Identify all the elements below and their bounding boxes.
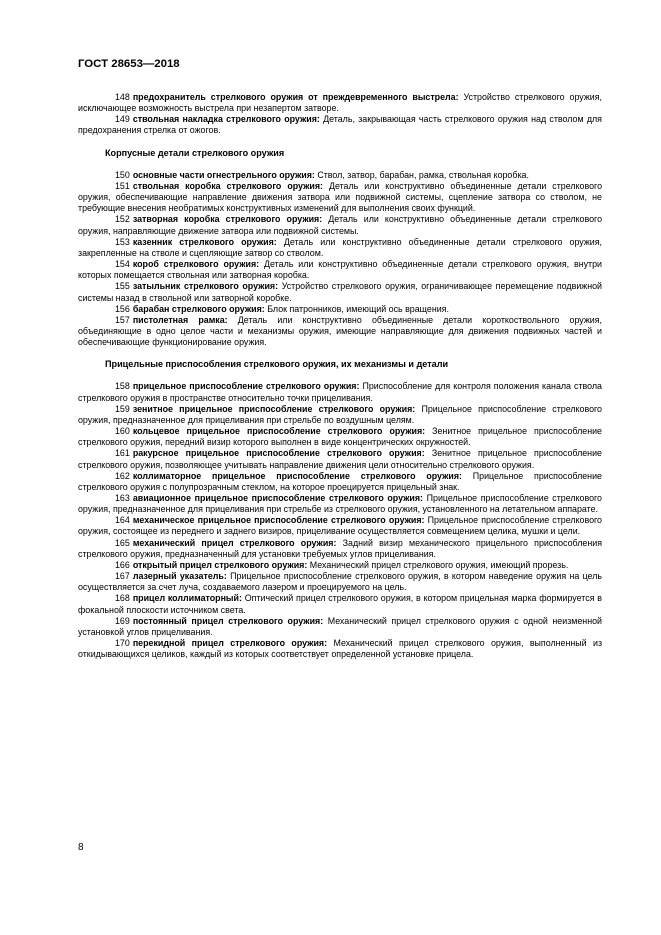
term-definition: Деталь, закрывающая часть стрелкового оружия над стволом для предохранения стрелка от ожогов. xyxy=(78,114,602,136)
term-number: 156 xyxy=(115,303,130,314)
term-name: механический прицел стрелкового оружия: xyxy=(132,537,337,548)
term-entry xyxy=(78,214,602,236)
term-number: 159 xyxy=(115,403,130,414)
term-name: кольцевое прицельное приспособление стрелкового оружия: xyxy=(132,426,426,437)
term-definition: Зенитное прицельное приспособление стрелкового оружия, передний визир которого выполнен в виде концентрических окружностей. xyxy=(78,426,602,448)
term-number: 163 xyxy=(115,493,130,503)
term-number: 167 xyxy=(115,571,130,582)
term-entry xyxy=(78,281,602,303)
term-list-c xyxy=(78,381,602,660)
term-list-a xyxy=(78,92,602,137)
term-definition: Прицельное приспособление стрелкового оружия, в котором наведение оружия на цель осуществляется за счет луча, создаваемого лазером и проецируемого на цель. xyxy=(78,571,603,593)
term-entry xyxy=(78,381,602,403)
term-definition: Механический прицел стрелкового оружия, имеющий прорезь. xyxy=(309,559,569,570)
term-number: 164 xyxy=(115,515,130,526)
term-name: прицельное приспособление стрелкового оружия: xyxy=(132,381,360,392)
term-entry xyxy=(78,560,602,571)
term-definition: Деталь или конструктивно объединенные детали стрелкового оружия, обеспечивающие направление движения затвора или подвижной системы, сцепление затвора со стволом, не требующие внесения необратимых конструктивных изменений для выполнения своих функций. xyxy=(78,180,603,214)
page-number: 8 xyxy=(78,842,84,853)
term-entry xyxy=(78,181,602,214)
term-name: механическое прицельное приспособление стрелкового оружия: xyxy=(132,515,425,526)
term-name: постоянный прицел стрелкового оружия: xyxy=(132,615,324,626)
term-entry xyxy=(78,426,602,448)
term-definition: Устройство стрелкового оружия, ограничивающее перемещение подвижной системы назад в ствольной или затворной коробке. xyxy=(78,281,603,303)
page-content xyxy=(78,92,602,660)
term-name: прицел коллиматорный: xyxy=(132,593,242,604)
term-definition: Зенитное прицельное приспособление стрелкового оружия, позволяющее учитывать направление движения цели относительно стрелкового оружия. xyxy=(78,448,602,470)
term-entry xyxy=(78,237,602,259)
term-number: 150 xyxy=(115,169,130,180)
term-definition: Прицельное приспособление стрелкового оружия, предназначенное для прицеливания при стрельбе из стрелкового оружия, установленного на летательном аппарате. xyxy=(78,493,602,515)
term-entry xyxy=(78,114,602,136)
term-number: 161 xyxy=(115,448,130,459)
term-entry xyxy=(78,638,602,660)
term-name: затыльник стрелкового оружия: xyxy=(132,281,279,292)
term-number: 168 xyxy=(115,593,130,604)
term-name: казенник стрелкового оружия: xyxy=(132,236,277,247)
term-number: 152 xyxy=(115,214,130,225)
term-number: 148 xyxy=(115,92,130,102)
term-entry xyxy=(78,448,602,470)
term-definition: Деталь или конструктивно объединенные детали стрелкового оружия, внутри которых помещается ствольная или затворная коробка. xyxy=(78,259,603,281)
term-number: 155 xyxy=(115,281,130,292)
term-entry xyxy=(78,571,602,593)
term-name: авиационное прицельное приспособление стрелкового оружия: xyxy=(132,493,424,503)
term-name: пистолетная рамка: xyxy=(132,314,228,325)
term-name: зенитное прицельное приспособление стрелкового оружия: xyxy=(132,403,416,414)
term-number: 158 xyxy=(115,381,130,392)
term-definition: Деталь или конструктивно объединенные детали стрелкового оружия, направляющие движение затвора или подвижной системы. xyxy=(78,214,603,236)
term-definition: Задний визир механического прицельного приспособления стрелкового оружия, предназначенный для установки требуемых углов прицеливания. xyxy=(78,537,602,559)
term-number: 166 xyxy=(115,559,130,570)
term-definition: Прицельное приспособление стрелкового оружия, предназначенное для прицеливания при стрельбе по воздушным целям. xyxy=(78,403,602,425)
term-name: открытый прицел стрелкового оружия: xyxy=(132,559,308,570)
term-name: коллиматорное прицельное приспособление стрелкового оружия: xyxy=(132,470,462,481)
term-definition: Устройство стрелкового оружия, исключающее возможность выстрела при незапертом затворе. xyxy=(78,92,602,114)
term-definition: Деталь или конструктивно объединенные детали стрелкового оружия, закрепленные на стволе и сцепляющие затвор со стволом. xyxy=(78,236,602,258)
term-definition: Механический прицел стрелкового оружия с одной неизменной установкой углов прицеливания. xyxy=(78,615,602,637)
term-name: ствольная коробка стрелкового оружия: xyxy=(132,180,323,191)
term-definition: Прицельное приспособление стрелкового оружия с полупрозрачным стеклом, на которое проецируется прицельный знак. xyxy=(78,470,602,492)
term-number: 170 xyxy=(115,638,130,649)
term-number: 149 xyxy=(115,114,130,125)
term-name: ствольная накладка стрелкового оружия: xyxy=(132,114,320,125)
term-list-b xyxy=(78,170,602,349)
term-number: 160 xyxy=(115,426,130,437)
term-entry xyxy=(78,471,602,493)
term-definition: Прицельное приспособление стрелкового оружия, состоящее из переднего и заднего визиров, прицеливание осуществляется совмещением целика, мушки и цели. xyxy=(78,515,602,537)
term-definition: Ствол, затвор, барабан, рамка, ствольная коробка. xyxy=(317,169,529,180)
term-entry xyxy=(78,170,602,181)
term-number: 153 xyxy=(115,236,130,247)
term-entry xyxy=(78,315,602,348)
term-definition: Приспособление для контроля положения канала ствола стрелкового оружия в пространстве относительно точки прицеливания. xyxy=(78,381,602,403)
term-name: короб стрелкового оружия: xyxy=(132,259,260,270)
term-name: основные части огнестрельного оружия: xyxy=(132,169,315,180)
term-entry xyxy=(78,493,602,515)
term-definition: Оптический прицел стрелкового оружия, в котором прицельная марка формируется в фокальной плоскости источником света. xyxy=(78,593,602,615)
term-number: 165 xyxy=(115,537,130,548)
term-name: барабан стрелкового оружия: xyxy=(132,303,265,314)
term-definition: Блок патронников, имеющий ось вращения. xyxy=(267,303,449,314)
term-entry xyxy=(78,538,602,560)
term-entry xyxy=(78,515,602,537)
term-name: лазерный указатель: xyxy=(132,571,227,582)
term-number: 151 xyxy=(115,180,130,191)
term-entry xyxy=(78,304,602,315)
document-code: ГОСТ 28653—2018 xyxy=(78,58,180,70)
section-heading-body-parts: Корпусные детали стрелкового оружия xyxy=(105,147,285,158)
section-heading-sights: Прицельные приспособления стрелкового оружия, их механизмы и детали xyxy=(105,359,449,370)
term-definition: Механический прицел стрелкового оружия, выполненный из откидывающихся целиков, каждый из которых соответствует определенной установке прицела. xyxy=(78,638,603,660)
term-entry xyxy=(78,404,602,426)
term-definition: Деталь или конструктивно объединенные детали короткоствольного оружия, объединяющие в одно целое части и механизмы оружия, имеющие направляющие для движения подвижных частей и обеспечивающие функционирование оружия. xyxy=(78,314,602,348)
term-number: 157 xyxy=(115,314,130,325)
term-number: 154 xyxy=(115,259,130,270)
term-name: предохранитель стрелкового оружия от преждевременного выстрела: xyxy=(132,92,459,102)
term-entry xyxy=(78,92,602,114)
term-number: 162 xyxy=(115,470,130,481)
term-entry xyxy=(78,616,602,638)
term-name: ракурсное прицельное приспособление стрелкового оружия: xyxy=(132,448,425,459)
term-name: затворная коробка стрелкового оружия: xyxy=(132,214,323,225)
term-entry xyxy=(78,593,602,615)
term-number: 169 xyxy=(115,615,130,626)
term-entry xyxy=(78,259,602,281)
term-name: перекидной прицел стрелкового оружия: xyxy=(132,638,328,649)
